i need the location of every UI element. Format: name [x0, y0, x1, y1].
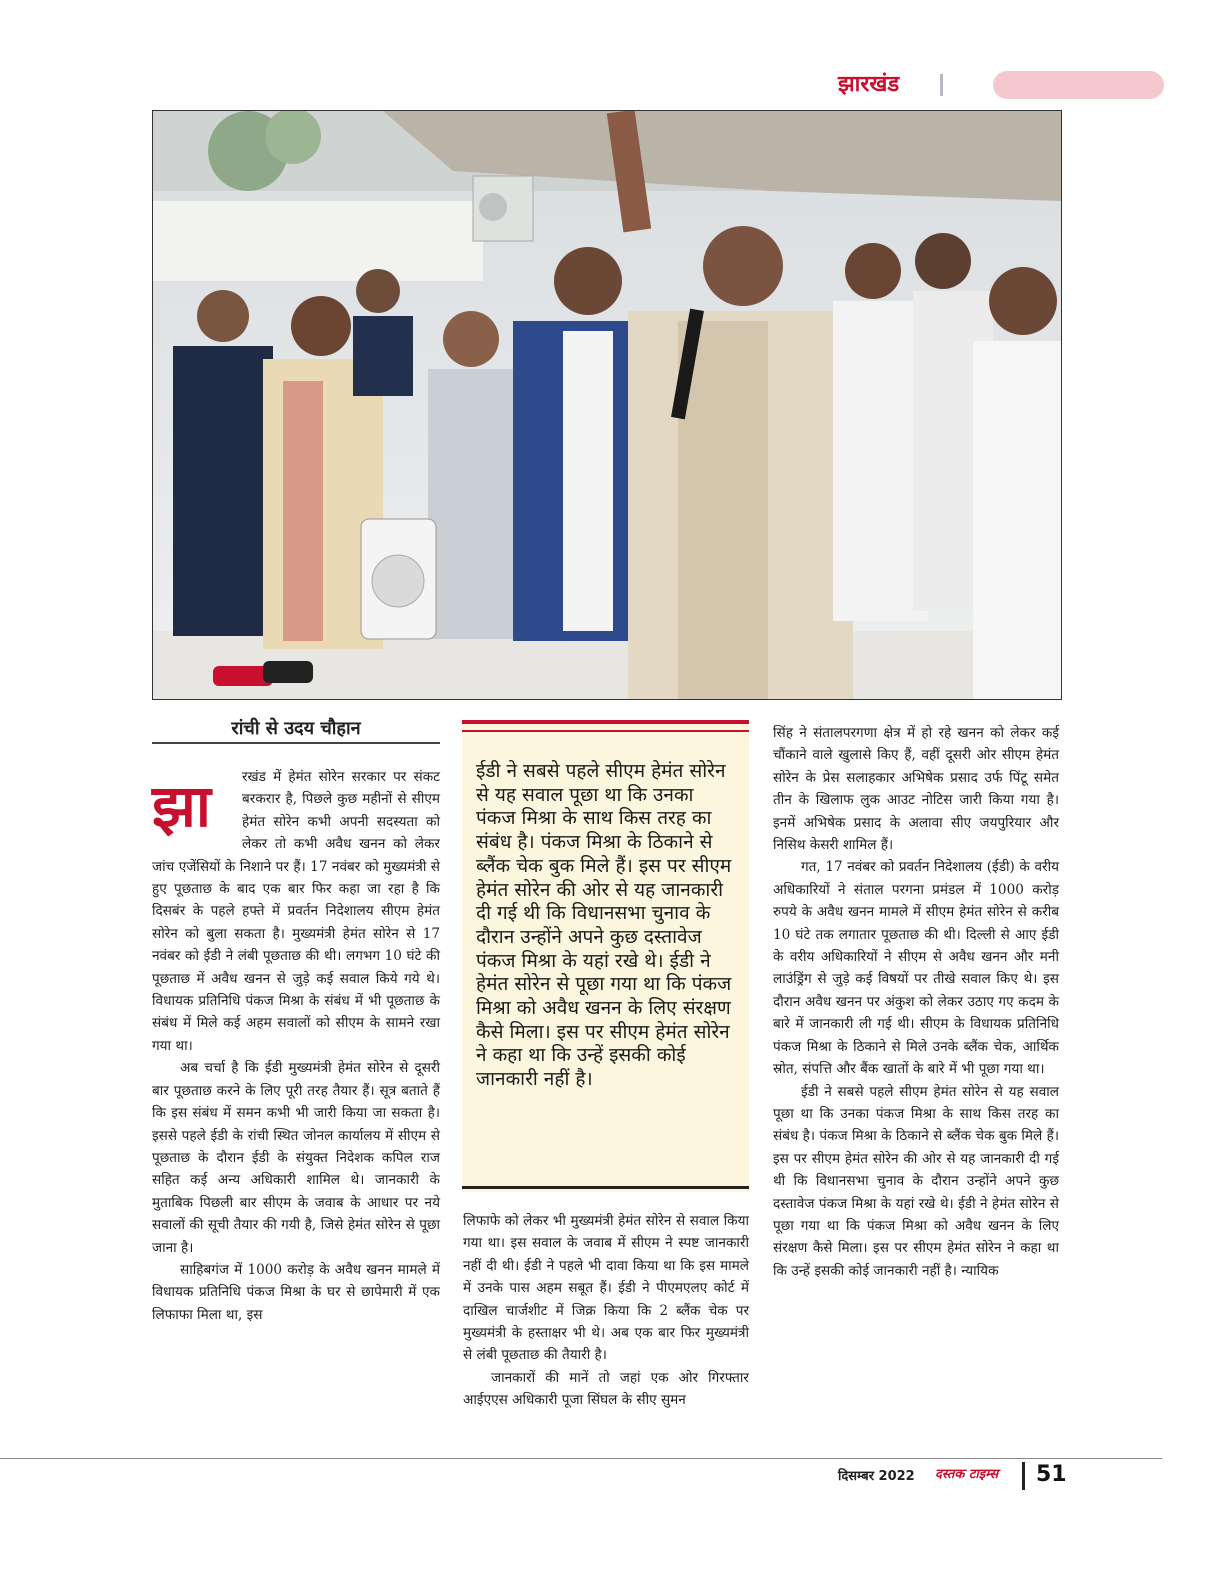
pullquote-top-rule: [462, 720, 749, 724]
press-conference-photo: [152, 110, 1062, 700]
paragraph: गत, 17 नवंबर को प्रवर्तन निदेशालय (ईडी) के वरीय अधिकारियों ने संताल परगना प्रमंडल में 1000 करोड़ रुपये के अवैध खनन मामले में सीएम हेमंत सोरेन से करीब 10 घंटे तक लगातार पूछताछ की थी। दिल्ली से आए ईडी के वरीय अधिकारियों ने सीएम से अवैध खनन और मनी लाउंड्रिंग से जुड़े कई विषयों पर तीखे सवाल किए थे। इस दौरान अवैध खनन पर अंकुश को लेकर उठाए गए कदम के बारे में जानकारी ली गई थी। सीएम के विधायक प्रतिनिधि पंकज मिश्रा के ठिकाने से मिले उनके ब्लैंक चेक, आर्थिक स्रोत, संपत्ति और बैंक खातों के बारे में भी पूछा गया था।: [773, 859, 1059, 1078]
paragraph: [152, 766, 440, 1057]
paragraph: अब चर्चा है कि ईडी मुख्यमंत्री हेमंत सोरेन से दूसरी बार पूछताछ करने के लिए पूरी तरह तैयार हैं। सूत्र बताते हैं कि इस संबंध में समन कभी भी जारी किया जा सकता है। इससे पहले ईडी के रांची स्थित जोनल कार्यालय में सीएम से पूछताछ के दौरान ईडी के संयुक्त निदेशक कपिल राज सहित कई अन्य अधिकारी शामिल थे। जानकारी के मुताबिक पिछली बार सीएम के जवाब के आधार पर नये सवालों की सूची तैयार की गयी है, जिसे हेमंत सोरेन से पूछा जाना है।: [152, 1060, 440, 1256]
footer-divider: [0, 1458, 1162, 1459]
magazine-logo: दस्तक टाइम्स: [935, 1467, 999, 1482]
footer-separator: [1022, 1462, 1025, 1490]
pullquote-top-rule-thin: [462, 730, 749, 732]
header-divider: [940, 74, 943, 96]
footer-date: दिसम्बर 2022: [838, 1469, 915, 1484]
pullquote-text: ईडी ने सबसे पहले सीएम हेमंत सोरेन से यह सवाल पूछा था कि उनका पंकज मिश्रा के साथ किस तरह का संबंध है। पंकज मिश्रा के ठिकाने से ब्लैंक चेक बुक मिले हैं। इस पर सीएम हेमंत सोरेन की ओर से यह जानकारी दी गई थी कि विधानसभा चुनाव के दौरान उन्होंने अपने कुछ दस्तावेज पंकज मिश्रा के यहां रखे थे। ईडी ने हेमंत सोरेन से पूछा गया था कि पंकज मिश्रा को अवैध खनन के लिए संरक्षण कैसे मिला। इस पर सीएम हेमंत सोरेन ने कहा था कि उन्हें इसकी कोई जानकारी नहीं है।: [476, 760, 732, 1091]
header-pill-decoration: [993, 71, 1164, 99]
article-column-3: [773, 722, 1059, 1282]
byline: रांची से उदय चौहान: [231, 718, 361, 739]
paragraph: लिफाफे को लेकर भी मुख्यमंत्री हेमंत सोरेन से सवाल किया गया था। इस सवाल के जवाब में सीएम ने स्पष्ट जानकारी नहीं दी थी। ईडी ने पहले भी दावा किया था कि इस मामले में उनके पास अहम सबूत हैं। ईडी ने पीएमएलए कोर्ट में दाखिल चार्जशीट में जिक्र किया कि 2 ब्लैंक चेक पर मुख्यमंत्री के हस्ताक्षर भी थे। अब एक बार फिर मुख्यमंत्री से लंबी पूछताछ की तैयारी है।: [463, 1213, 749, 1364]
section-title: झारखंड: [838, 72, 900, 97]
paragraph: सिंह ने संतालपरगणा क्षेत्र में हो रहे खनन को लेकर कई चौंकाने वाले खुलासे किए हैं, वहीं दूसरी ओर सीएम हेमंत सोरेन के प्रेस सलाहकार अभिषेक प्रसाद उर्फ पिंटू समेत तीन के खिलाफ लुक आउट नोटिस जारी किया गया है। इनमें अभिषेक प्रसाद के अलावा सीए जयपुरियार और निसिथ केसरी शामिल हैं।: [773, 725, 1059, 854]
pullquote-bottom-rule: [462, 1186, 749, 1189]
paragraph: जानकारों की मानें तो जहां एक ओर गिरफ्तार आईएएस अधिकारी पूजा सिंघल के सीए सुमन: [463, 1369, 749, 1409]
page-number: 51: [1036, 1462, 1067, 1487]
article-column-2: [463, 1210, 749, 1412]
byline-underline: [152, 742, 440, 744]
paragraph: ईडी ने सबसे पहले सीएम हेमंत सोरेन से यह सवाल पूछा था कि उनका पंकज मिश्रा के साथ किस तरह का संबंध है। पंकज मिश्रा के ठिकाने से ब्लैंक चेक बुक मिले हैं। इस पर सीएम हेमंत सोरेन की ओर से यह जानकारी दी गई थी कि विधानसभा चुनाव के दौरान उन्होंने अपने कुछ दस्तावेज पंकज मिश्रा के यहां रखे थे। ईडी ने हेमंत सोरेन से पूछा गया था कि पंकज मिश्रा को अवैध खनन के लिए संरक्षण कैसे मिला। इस पर सीएम हेमंत सोरेन ने कहा था कि उन्हें इसकी कोई जानकारी नहीं है। न्यायिक: [773, 1083, 1059, 1279]
paragraph: साहिबगंज में 1000 करोड़ के अवैध खनन मामले में विधायक प्रतिनिधि पंकज मिश्रा के घर से छापेमारी में एक लिफाफा मिला था, इस: [152, 1261, 440, 1323]
dropcap: झा: [152, 772, 211, 840]
article-column-1: [152, 766, 440, 1326]
paragraph-text: रखंड में हेमंत सोरेन सरकार पर संकट बरकरार है, पिछले कुछ महीनों से सीएम हेमंत सोरेन कभी अपनी सदस्यता को लेकर तो कभी अवैध खनन को लेकर जांच एजेंसियों के निशाने पर हैं। 17 नवंबर को मुख्यमंत्री से हुए पूछताछ के बाद एक बार फिर कहा जा रहा है कि दिसबंर के पहले हफ्ते में प्रवर्तन निदेशालय सीएम हेमंत सोरेन को बुला सकता है। मुख्यमंत्री हेमंत सोरेन से 17 नवंबर को ईडी ने लंबी पूछताछ की थी। लगभग 10 घंटे की पूछताछ में अवैध खनन से जुड़े कई सवाल किये गये थे। विधायक प्रतिनिधि पंकज मिश्रा के संबंध में भी पूछताछ के संबंध में मिले कई अहम सवालों को सीएम के सामने रखा गया था।: [152, 769, 440, 1054]
